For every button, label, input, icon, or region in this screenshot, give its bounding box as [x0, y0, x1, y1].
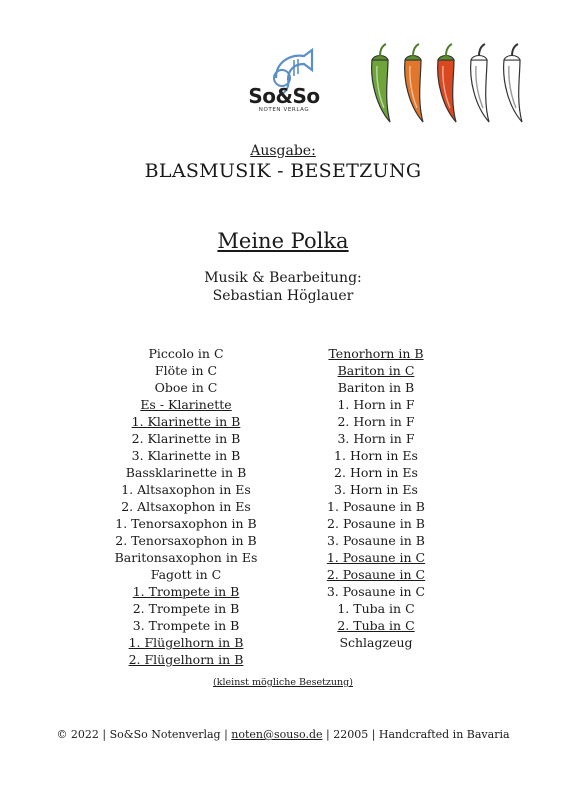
- instrument-item: 2. Horn in F: [337, 414, 415, 429]
- edition-label: Ausgabe:: [250, 143, 316, 159]
- minimal-instrumentation-note: (kleinst mögliche Besetzung): [213, 677, 353, 688]
- instrument-item: 2. Trompete in B: [132, 601, 240, 616]
- instrument-item: 2. Flügelhorn in B: [128, 652, 244, 667]
- instrument-item: Es - Klarinette: [140, 397, 232, 412]
- instrument-item: 2. Altsaxophon in Es: [121, 499, 251, 514]
- instrument-item: 1. Tuba in C: [337, 601, 415, 616]
- instrument-item: Fagott in C: [150, 567, 222, 582]
- instrument-item: 1. Horn in F: [337, 397, 415, 412]
- instrument-item: 3. Posaune in C: [326, 584, 426, 599]
- instrument-item: Tenorhorn in B: [328, 346, 424, 361]
- instrument-item: 1. Posaune in C: [326, 550, 426, 565]
- footer: [0, 728, 566, 741]
- instrument-item: Bariton in B: [337, 380, 415, 395]
- instrument-list-right: [286, 345, 466, 651]
- instrument-item: 2. Posaune in B: [327, 516, 425, 531]
- instrument-item: 2. Horn in Es: [334, 465, 418, 480]
- instrument-item: Piccolo in C: [148, 346, 224, 361]
- instrument-item: Schlagzeug: [339, 635, 413, 650]
- instrument-item: 1. Altsaxophon in Es: [121, 482, 251, 497]
- instrument-item: 3. Horn in F: [337, 431, 415, 446]
- pepper-filled-icon: [372, 44, 390, 122]
- instrument-item: 2. Posaune in C: [326, 567, 426, 582]
- instrument-item: 1. Trompete in B: [132, 584, 240, 599]
- composer-name: Sebastian Höglauer: [212, 288, 354, 304]
- instrument-item: Oboe in C: [154, 380, 218, 395]
- instrument-item: 1. Tenorsaxophon in B: [115, 516, 257, 531]
- instrument-item: 2. Tenorsaxophon in B: [115, 533, 257, 548]
- pepper-filled-icon: [405, 44, 423, 122]
- pepper-empty-icon: [471, 44, 489, 122]
- pepper-empty-icon: [504, 44, 522, 122]
- instrument-item: 1. Posaune in B: [327, 499, 425, 514]
- edition-title: BLASMUSIK - BESETZUNG: [144, 160, 422, 182]
- credit-label: Musik & Bearbeitung:: [204, 270, 362, 286]
- instrument-item: Flöte in C: [154, 363, 218, 378]
- instrument-item: 2. Tuba in C: [337, 618, 415, 633]
- instrument-item: 3. Klarinette in B: [131, 448, 241, 463]
- instrument-item: 3. Horn in Es: [334, 482, 418, 497]
- instrument-item: Bassklarinette in B: [125, 465, 247, 480]
- publisher-logo: [246, 52, 322, 124]
- instrument-item: 1. Klarinette in B: [131, 414, 241, 429]
- instrument-item: Bariton in C: [337, 363, 415, 378]
- instrument-item: 1. Horn in Es: [334, 448, 418, 463]
- instrument-list-left: [96, 345, 276, 668]
- instrument-item: 3. Posaune in B: [327, 533, 425, 548]
- instrument-item: 2. Klarinette in B: [131, 431, 241, 446]
- instrument-item: 3. Trompete in B: [132, 618, 240, 633]
- footer-copyright: © 2022 | So&So Notenverlag |: [56, 728, 232, 741]
- difficulty-peppers: [362, 40, 532, 126]
- pepper-filled-icon: [438, 44, 456, 122]
- logo-subtitle: NOTEN VERLAG: [258, 107, 310, 113]
- footer-info: | 22005 | Handcrafted in Bavaria: [322, 728, 510, 741]
- instrument-item: Baritonsaxophon in Es: [114, 550, 258, 565]
- piece-title: Meine Polka: [217, 229, 349, 253]
- footer-email-link[interactable]: noten@souso.de: [231, 728, 323, 741]
- instrument-item: 1. Flügelhorn in B: [128, 635, 244, 650]
- logo-wordmark: So&So: [248, 84, 320, 108]
